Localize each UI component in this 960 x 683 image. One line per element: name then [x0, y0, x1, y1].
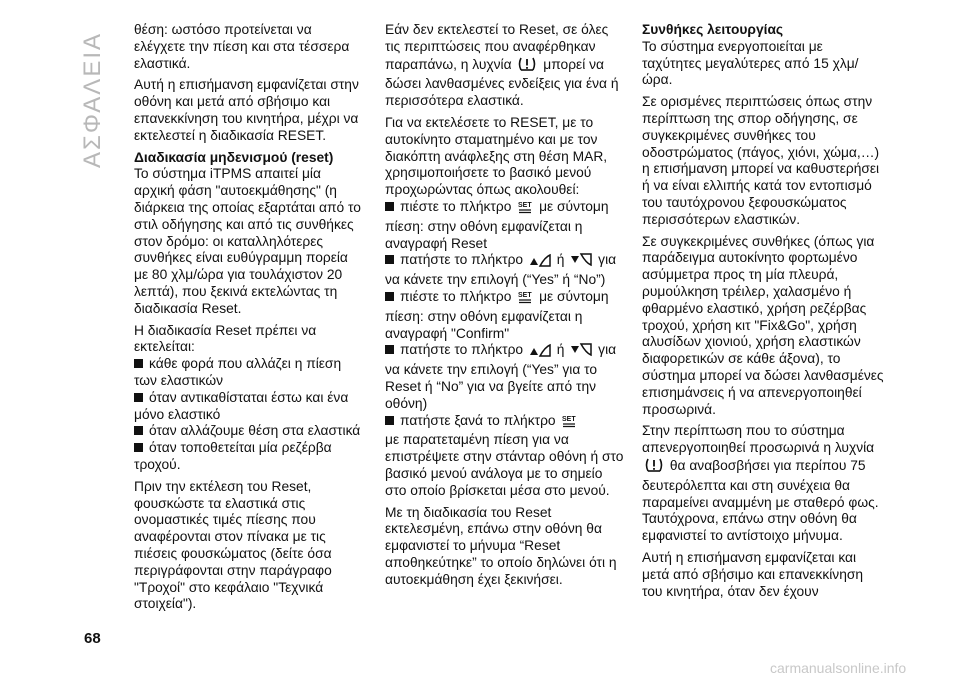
paragraph: Πριν την εκτέλεση του Reset, φουσκώστε τα ελαστικά στις ονομαστικές τιμές πίεσης που αναφέρονται στον πίνακα με τις πιέσεις φουσκώματος (δείτε όσα περιγράφονται στην παράγραφο "Τροχοί" στο κεφάλαιο "Τεχνικά στοιχεία").: [134, 478, 332, 612]
list-item: πιέστε το πλήκτρο SET με σύντομη πίεση: στην οθόνη εμφανίζεται η αναγραφή "Confirm": [385, 288, 609, 341]
up-arrow-button-icon: [529, 343, 551, 362]
section-heading-operating-conditions: Συνθήκες λειτουργίας: [642, 22, 784, 37]
bullet-square-icon: [385, 345, 394, 354]
column-3: [642, 22, 884, 605]
up-arrow-button-icon: [529, 253, 551, 272]
tyre-pressure-warning-icon: [644, 457, 664, 478]
paragraph: Το σύστημα ενεργοποιείται με ταχύτητες μεγαλύτερες από 15 χλμ/ώρα.: [642, 38, 859, 88]
column-1: [134, 22, 364, 618]
bullet-square-icon: [134, 443, 143, 452]
section-heading-reset: Διαδικασία μηδενισμού (reset): [134, 149, 334, 165]
bullet-square-icon: [385, 255, 394, 264]
svg-text:SET: SET: [518, 291, 532, 299]
chapter-title: ΑΣΦΑΛΕΙΑ: [79, 31, 106, 168]
paragraph: Εάν δεν εκτελεστεί το Reset, σε όλες τις περιπτώσεις που αναφέρθηκαν παραπάνω, η λυχνία μπορεί να δώσει λανθασμένες ενδείξεις για ένα ή περισσότερα ελαστικά.: [385, 22, 619, 109]
list-item: πατήστε το πλήκτρο ή για να κάνετε την επιλογή (“Yes” για το Reset ή “No” για να βγείτε από την οθόνη): [385, 342, 617, 411]
list-item: όταν τοποθετείται μία ρεζέρβα τροχού.: [134, 440, 332, 472]
watermark: carmanualsonline.info: [770, 660, 907, 676]
list-item: όταν αντικαθίσταται έστω και ένα μόνο ελαστικό: [134, 389, 349, 422]
bullet-square-icon: [385, 202, 394, 211]
paragraph: Σε συγκεκριμένες συνθήκες (όπως για παράδειγμα αυτοκίνητο φορτωμένο ασύμμετρα προς τη μία πλευρά, ρυμούλκηση τρέιλερ, χαλασμένο ή φθαρμένο ελαστικό, χρήση ρεζέρβας τροχού, χρήση κιτ "Fix&Go", χρήση αλυσίδων χιονιού, χρήση ελαστικών διαφορετικών σε κάθε άξονα), το σύστημα μπορεί να δώσει λανθασμένες επισημάνσεις ή να απενεργοποιηθεί προσωρινά.: [642, 233, 884, 417]
bullet-square-icon: [134, 426, 143, 435]
paragraph: Στην περίπτωση που το σύστημα απενεργοποιηθεί προσωρινά η λυχνία θα αναβοσβήσει για περίπου 75 δευτερόλεπτα και στη συνέχεια θα παραμείνει αναμμένη με σταθερό φως. Ταυτόχρονα, επάνω στην οθόνη θα εμφανιστεί το αντίστοιχο μήνυμα.: [642, 423, 879, 544]
paragraph: Με τη διαδικασία του Reset εκτελεσμένη, επάνω στην οθόνη θα εμφανιστεί το μήνυμα “Reset αποθηκεύτηκε” το οποίο δηλώνει ότι η αυτοεκμάθηση έχει ξεκινήσει.: [385, 504, 617, 587]
down-arrow-button-icon: [570, 343, 592, 362]
svg-text:SET: SET: [562, 415, 577, 423]
list-item: όταν αλλάζουμε θέση στα ελαστικά: [134, 423, 364, 440]
paragraph: Το σύστημα iTPMS απαιτεί μία αρχική φάση "αυτοεκμάθησης" (η διάρκεια της οποίας εξαρτάται από το στιλ οδήγησης και από τις συνθήκες στον δρόμο: οι καταλληλότερες συνθήκες είναι ευθύγραμμη πορεία με 80 χλμ/ώρα για τουλάχιστον 20 λεπτά), που ξεκινά εκτελώντας τη διαδικασία Reset.: [134, 166, 361, 316]
svg-text:SET: SET: [518, 201, 532, 209]
paragraph: Αυτή η επισήμανση εμφανίζεται και μετά από σβήσιμο και επανεκκίνηση του κινητήρα, όταν δεν έχουν: [642, 549, 864, 599]
set-button-icon: [517, 290, 533, 309]
tyre-pressure-warning-icon: [517, 56, 537, 77]
list-item: πιέστε το πλήκτρο SET με σύντομη πίεση: στην οθόνη εμφανίζεται η αναγραφή Reset: [385, 198, 609, 251]
set-button-icon: [517, 200, 533, 219]
list-item: κάθε φορά που αλλάζει η πίεση των ελαστικών: [134, 356, 342, 388]
bullet-square-icon: [385, 416, 394, 425]
bullet-square-icon: [134, 359, 143, 368]
paragraph: Σε ορισμένες περιπτώσεις όπως στην περίπτωση της σπορ οδήγησης, σε συγκεκριμένες συνθήκες του οδοστρώματος (πάγος, χιόνι, χώμα,…) η επισήμανση μπορεί να καθυστερήσει ή να είναι ελλιπής κατά τον εντοπισμό του ταυτόχρονου ξεφουσκώματος περισσότερων ελαστικών.: [642, 94, 880, 227]
paragraph: θέση: ωστόσο προτείνεται να ελέγχετε την πίεση και στα τέσσερα ελαστικά.: [134, 22, 350, 71]
page-number: 68: [84, 630, 101, 647]
paragraph: Αυτή η επισήμανση εμφανίζεται στην οθόνη και μετά από σβήσιμο και επανεκκίνηση του κινητήρα, μέχρι να εκτελεστεί η διαδικασία RESET.: [134, 77, 359, 143]
list-item: πατήστε ξανά το πλήκτρο SET με παρατεταμένη πίεση για να επιστρέψετε στην στάνταρ οθόνη ή στο βασικό μενού ανάλογα με το σημείο στο οποίο βρίσκεται μέσα στο μενού.: [385, 412, 624, 498]
bullet-square-icon: [385, 292, 394, 301]
set-button-icon: [561, 414, 577, 433]
paragraph: Η διαδικασία Reset πρέπει να εκτελείται:: [134, 322, 317, 355]
down-arrow-button-icon: [570, 253, 592, 272]
bullet-square-icon: [134, 393, 143, 402]
column-2: [385, 22, 625, 594]
paragraph: Για να εκτελέσετε το RESET, με το αυτοκίνητο σταματημένο και με τον διακόπτη ανάφλεξης στη θέση MAR, χρησιμοποιήσετε το βασικό μενού προχωρώντας όπως ακολουθεί:: [385, 114, 608, 198]
list-item: πατήστε το πλήκτρο ή για να κάνετε την επιλογή (“Yes” ή “No”): [385, 252, 617, 288]
